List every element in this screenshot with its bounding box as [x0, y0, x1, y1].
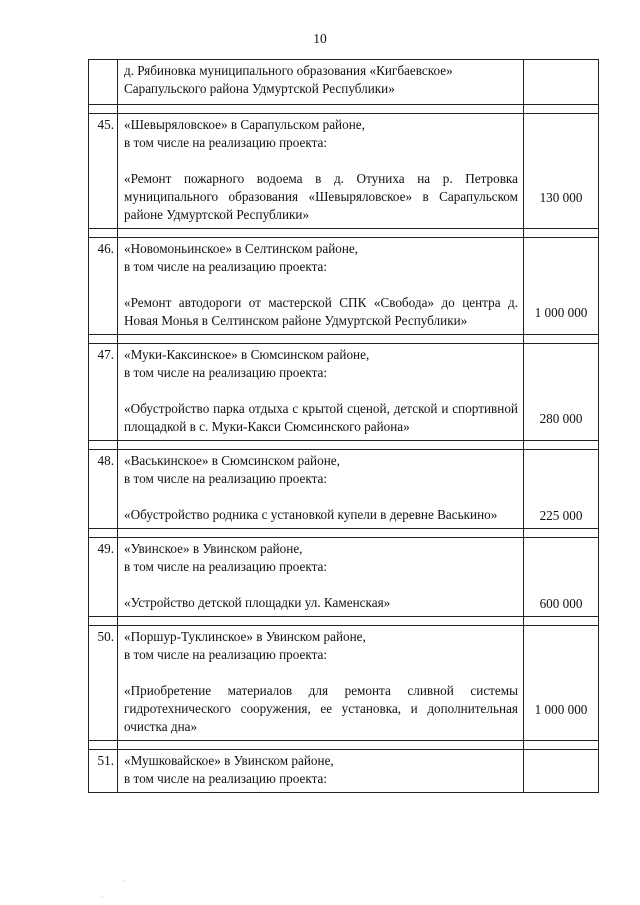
description-cell [118, 626, 524, 741]
project-intro: в том числе на реализацию проекта: [124, 471, 328, 486]
spacer-cell [118, 105, 524, 114]
table-row [89, 60, 599, 105]
table-row [89, 750, 599, 793]
spacer-cell [89, 741, 118, 750]
spacer-cell [118, 741, 524, 750]
amount-cell [524, 538, 599, 617]
row-number: 51. [89, 750, 118, 793]
spacer-cell [118, 335, 524, 344]
description-cell [118, 344, 524, 441]
amount-cell [524, 450, 599, 529]
row-number: 45. [89, 114, 118, 229]
table-row [89, 626, 599, 741]
project-intro: в том числе на реализацию проекта: [124, 771, 328, 786]
project-title: «Устройство детской площадки ул. Каменская» [124, 595, 391, 610]
project-title: «Ремонт автодороги от мастерской СПК «Свобода» до центра д. Новая Монья в Селтинском районе Удмуртской Республики» [124, 295, 518, 328]
projects-table-body [89, 60, 599, 793]
table-row [89, 538, 599, 617]
municipality-name: «Увинское» в Увинском районе, [124, 541, 303, 556]
row-spacer [89, 617, 599, 626]
row-spacer [89, 741, 599, 750]
table-row [89, 344, 599, 441]
description-cell [118, 750, 524, 793]
row-spacer [89, 441, 599, 450]
spacer-cell [89, 229, 118, 238]
project-title: «Приобретение материалов для ремонта сливной системы гидротехнического сооружения, ее установка, и дополнительная очистка дна» [124, 683, 518, 734]
spacer-cell [118, 441, 524, 450]
amount-value: 280 000 [539, 410, 583, 426]
project-title: «Обустройство родника с установкой купели в деревне Васькино» [124, 507, 498, 522]
spacer-cell [524, 441, 599, 450]
spacer-cell [89, 617, 118, 626]
municipality-name: «Поршур-Туклинское» в Увинском районе, [124, 629, 366, 644]
spacer-cell [524, 335, 599, 344]
table-row [89, 238, 599, 335]
project-intro: в том числе на реализацию проекта: [124, 647, 328, 662]
description-cell [118, 450, 524, 529]
municipality-name: «Шевыряловское» в Сарапульском районе, [124, 117, 365, 132]
spacer-cell [524, 105, 599, 114]
municipality-name: «Васькинское» в Сюмсинском районе, [124, 453, 340, 468]
amount-cell [524, 344, 599, 441]
spacer-cell [89, 105, 118, 114]
municipality-name: «Новомоньинское» в Селтинском районе, [124, 241, 359, 256]
scan-speck: · [101, 893, 104, 902]
amount-value: 130 000 [539, 189, 583, 205]
row-number: 50. [89, 626, 118, 741]
project-intro: в том числе на реализацию проекта: [124, 559, 328, 574]
spacer-cell [524, 529, 599, 538]
project-intro: в том числе на реализацию проекта: [124, 365, 328, 380]
project-title: «Ремонт пожарного водоема в д. Отуниха на р. Петровка муниципального образования «Шевыряловское» в Сарапульском районе Удмуртской Республики» [124, 171, 518, 222]
amount-cell [524, 750, 599, 793]
project-intro: в том числе на реализацию проекта: [124, 259, 328, 274]
amount-cell [524, 60, 599, 105]
row-number-cell [89, 60, 118, 105]
description-cell [118, 60, 524, 105]
spacer-cell [118, 617, 524, 626]
row-spacer [89, 229, 599, 238]
spacer-cell [118, 229, 524, 238]
amount-value: 600 000 [539, 595, 583, 611]
spacer-cell [89, 335, 118, 344]
scan-speck: · [123, 877, 126, 886]
description-cell [118, 538, 524, 617]
table-row [89, 450, 599, 529]
spacer-cell [524, 617, 599, 626]
row-number: 46. [89, 238, 118, 335]
row-number: 47. [89, 344, 118, 441]
projects-table [88, 59, 599, 793]
municipality-name: «Мушковайское» в Увинском районе, [124, 753, 334, 768]
amount-value: 1 000 000 [534, 701, 588, 717]
row-number: 49. [89, 538, 118, 617]
spacer-cell [89, 529, 118, 538]
amount-cell [524, 238, 599, 335]
row-spacer [89, 529, 599, 538]
municipality-name: «Муки-Каксинское» в Сюмсинском районе, [124, 347, 370, 362]
page-number: 10 [313, 31, 327, 46]
spacer-cell [118, 529, 524, 538]
project-intro: в том числе на реализацию проекта: [124, 135, 328, 150]
continuation-text: д. Рябиновка муниципального образования «Кигбаевское» Сарапульского района Удмуртской Республики» [124, 63, 453, 96]
amount-cell [524, 114, 599, 229]
spacer-cell [524, 229, 599, 238]
description-cell [118, 114, 524, 229]
amount-value: 1 000 000 [534, 304, 588, 320]
amount-cell [524, 626, 599, 741]
row-number: 48. [89, 450, 118, 529]
row-spacer [89, 335, 599, 344]
project-title: «Обустройство парка отдыха с крытой сценой, детской и спортивной площадкой в с. Муки-Какси Сюмсинского района» [124, 401, 518, 434]
row-spacer [89, 105, 599, 114]
table-row [89, 114, 599, 229]
description-cell [118, 238, 524, 335]
spacer-cell [524, 741, 599, 750]
amount-value: 225 000 [539, 507, 583, 523]
spacer-cell [89, 441, 118, 450]
